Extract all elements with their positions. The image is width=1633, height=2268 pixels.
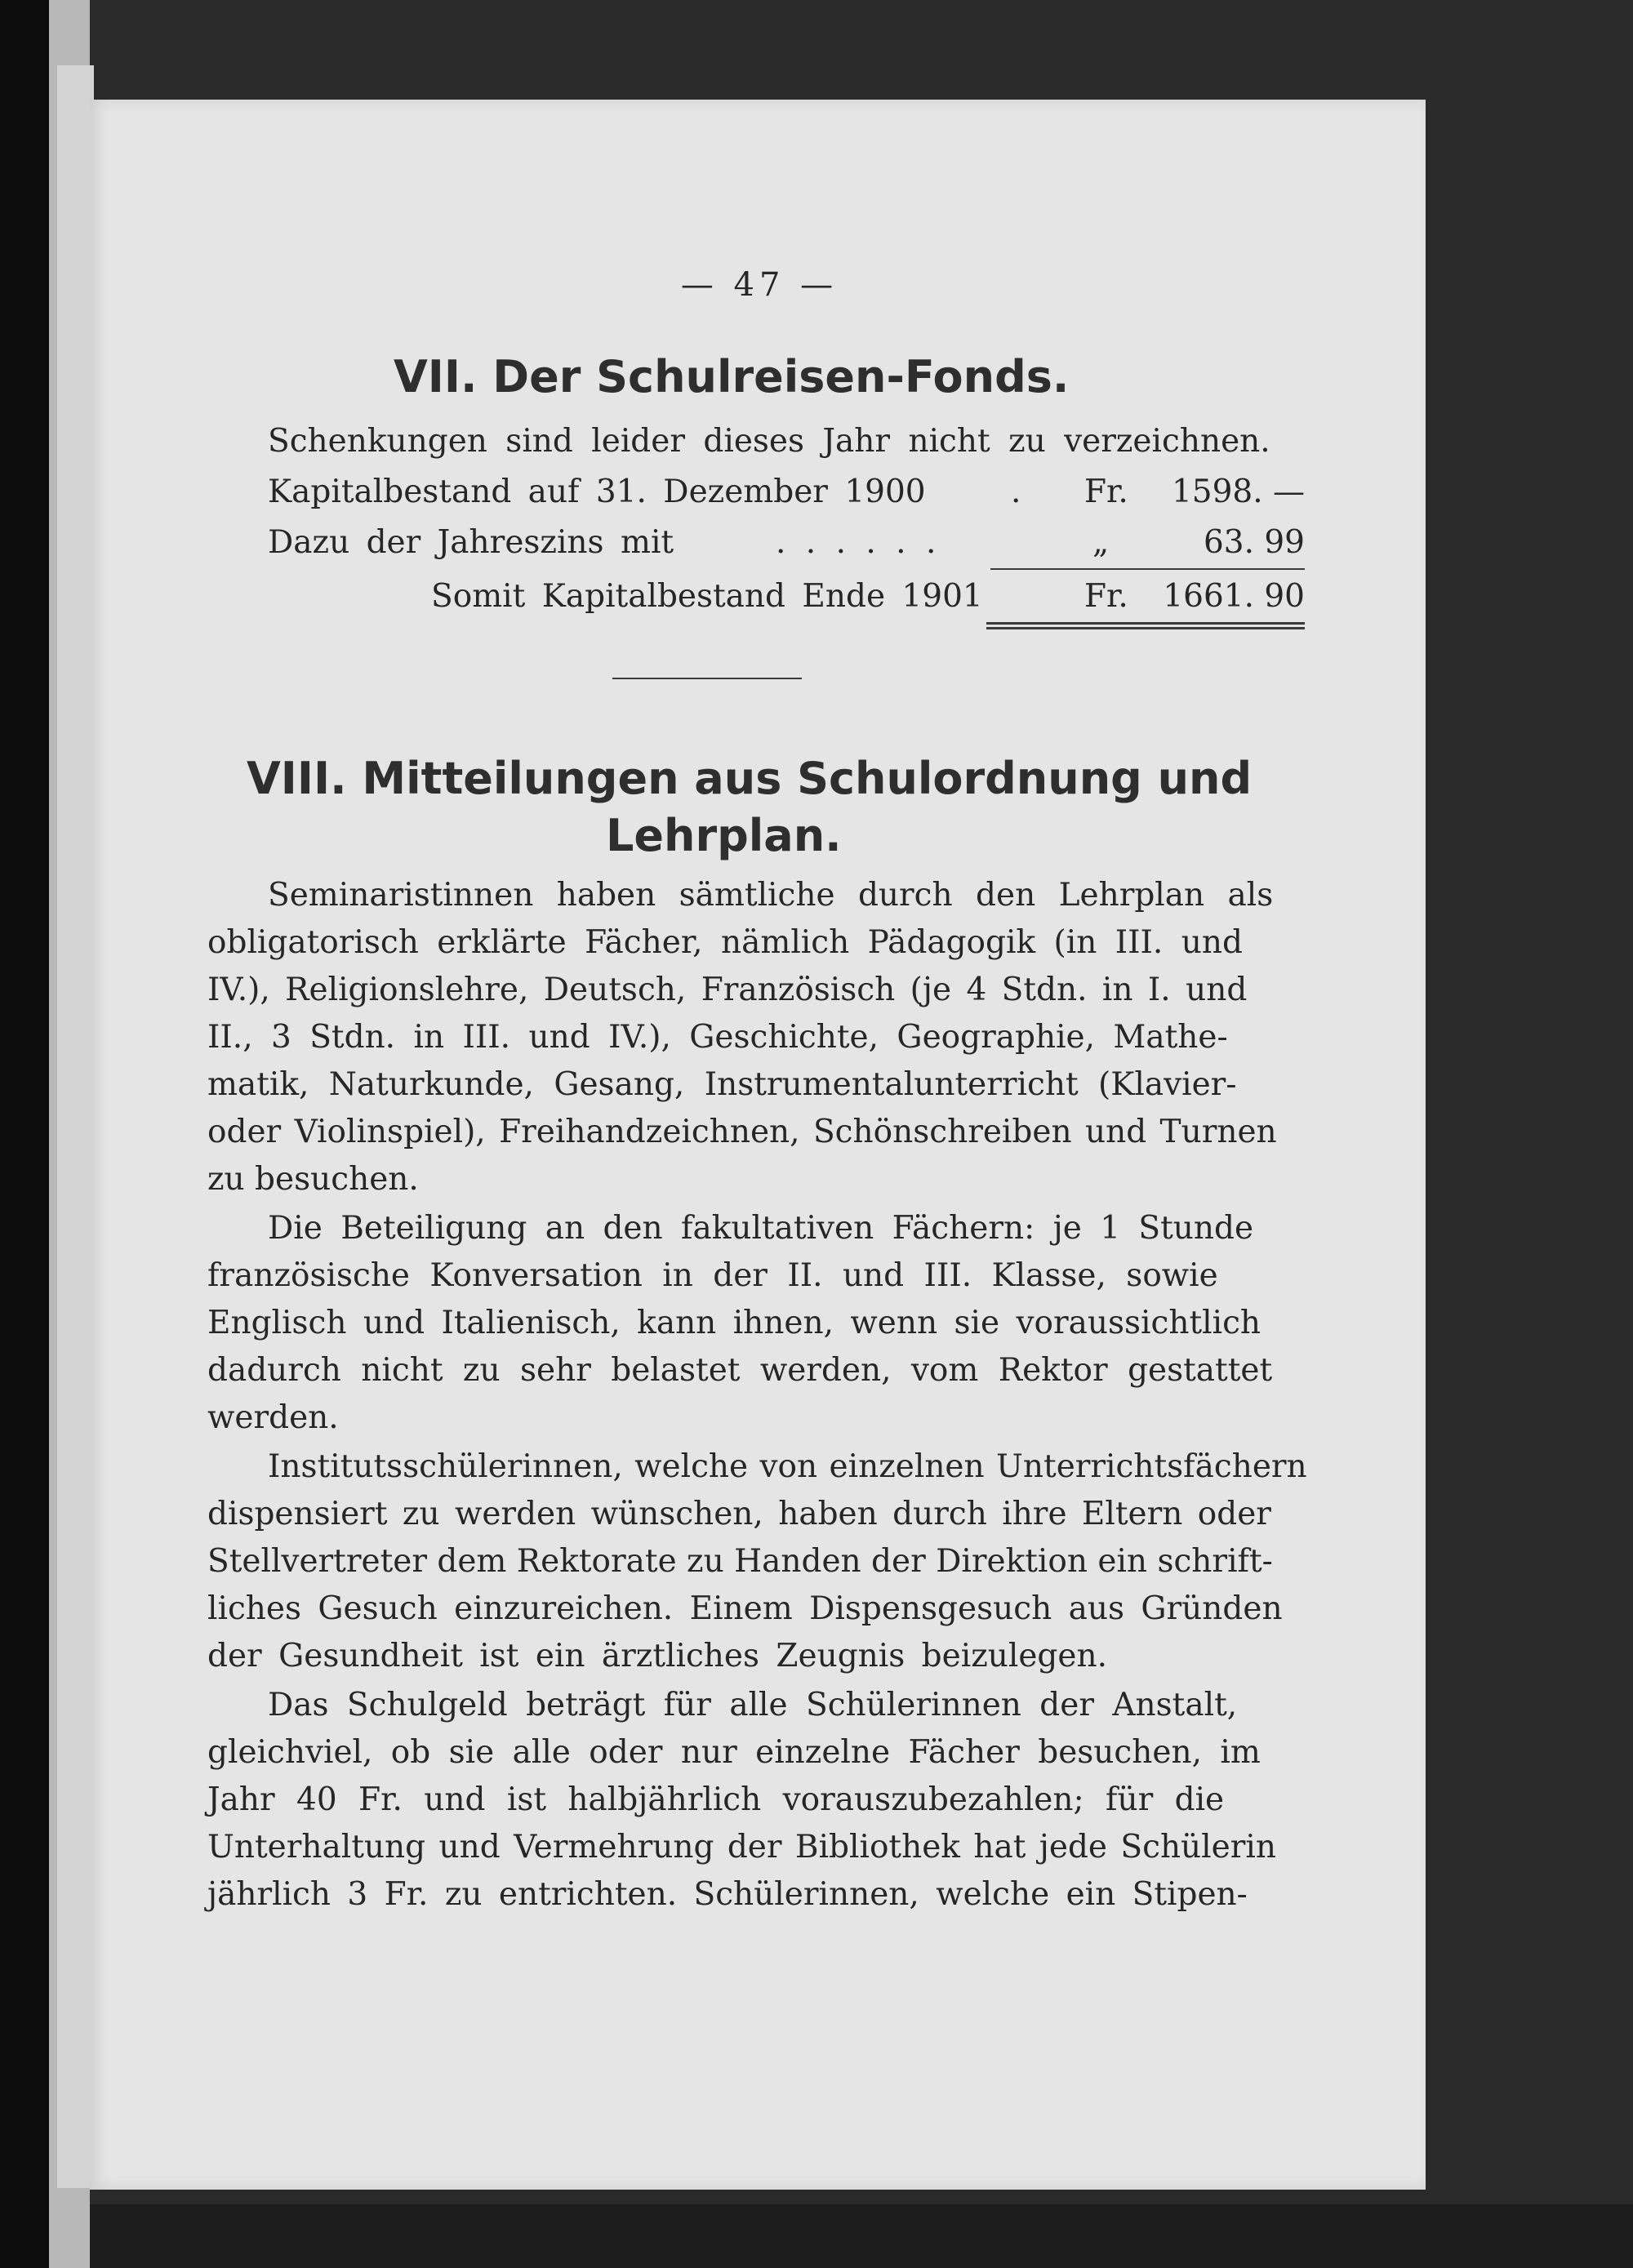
line-text: Seminaristinnen haben sämtliche durch den Lehrplan als xyxy=(268,877,1274,914)
ledger-currency: Fr. xyxy=(1084,474,1128,510)
text-line xyxy=(207,1254,1305,1298)
ledger-currency: Fr. xyxy=(1084,578,1128,615)
text-line xyxy=(207,921,1305,965)
ledger-leader: . . . . . . xyxy=(776,524,941,561)
text-line xyxy=(207,1492,1305,1536)
line-text: Schenkungen sind leider dieses Jahr nicht zu verzeichnen. xyxy=(268,423,1270,460)
text-line xyxy=(207,1158,419,1202)
line-text: Das Schulgeld beträgt für alle Schülerinnen der Anstalt, xyxy=(268,1687,1238,1723)
line-text: Die Beteiligung an den fakultativen Fächern: je 1 Stunde xyxy=(268,1210,1254,1247)
text-line xyxy=(207,1016,1305,1060)
text-line xyxy=(207,1540,1305,1584)
ledger-amount: 1661. 90 xyxy=(1163,578,1305,615)
ledger-label: Somit Kapitalbestand Ende 1901 xyxy=(431,578,983,615)
line-text: werden. xyxy=(207,1399,339,1436)
line-text: II., 3 Stdn. in III. und IV.), Geschichte, Geographie, Mathe- xyxy=(207,1019,1228,1056)
line-text: IV.), Religionslehre, Deutsch, Französisch (je 4 Stdn. in I. und xyxy=(207,972,1248,1008)
ledger-leader: . xyxy=(1011,474,1021,510)
line-text: obligatorisch erklärte Fächer, nämlich Pädagogik (in III. und xyxy=(207,924,1243,961)
text-line xyxy=(268,874,1305,918)
scan-dark-margin xyxy=(0,0,49,2268)
text-line xyxy=(207,1349,1305,1393)
text-line xyxy=(268,1683,1305,1728)
line-text: oder Violinspiel), Freihandzeichnen, Schönschreiben und Turnen xyxy=(207,1114,1277,1150)
text-line xyxy=(207,1587,1305,1631)
line-text: dispensiert zu werden wünschen, haben durch ihre Eltern oder xyxy=(207,1496,1271,1532)
line-text: Unterhaltung und Vermehrung der Bibliothek hat jede Schülerin xyxy=(207,1829,1276,1866)
ledger-amount: 1598. — xyxy=(1171,474,1305,510)
text-line xyxy=(207,1110,1305,1154)
text-line xyxy=(207,968,1305,1012)
section-7-title: VII. Der Schulreisen-Fonds. xyxy=(394,351,1070,402)
line-text: der Gesundheit ist ein ärztliches Zeugnis beizulegen. xyxy=(207,1638,1107,1674)
line-text: Englisch und Italienisch, kann ihnen, wenn sie voraussichtlich xyxy=(207,1305,1261,1341)
sum-rule-bottom-1 xyxy=(986,622,1305,625)
line-text: Institutsschülerinnen, welche von einzelnen Unterrichtsfächern xyxy=(268,1448,1307,1485)
page-number: — 47 — xyxy=(680,266,839,304)
line-text: jährlich 3 Fr. zu entrichten. Schülerinnen, welche ein Stipen- xyxy=(207,1876,1248,1913)
scan-bottom-margin xyxy=(90,2204,1633,2268)
line-text: Jahr 40 Fr. und ist halbjährlich vorauszubezahlen; für die xyxy=(207,1781,1225,1818)
scan-previous-page xyxy=(57,65,94,2188)
text-line xyxy=(207,1396,339,1440)
section-8-title-line-2: Lehrplan. xyxy=(606,810,842,861)
section-divider xyxy=(612,678,802,679)
text-line xyxy=(207,1063,1305,1107)
sum-rule-top xyxy=(990,568,1305,570)
line-text: gleichviel, ob sie alle oder nur einzelne Fächer besuchen, im xyxy=(207,1734,1261,1771)
document-page xyxy=(90,100,1426,2190)
line-text: französische Konversation in der II. und III. Klasse, sowie xyxy=(207,1257,1218,1294)
ledger-amount: 63. 99 xyxy=(1203,524,1305,561)
text-line xyxy=(268,1207,1305,1251)
ledger-label: Kapitalbestand auf 31. Dezember 1900 xyxy=(268,474,926,510)
text-line xyxy=(207,1301,1305,1345)
text-line xyxy=(207,1873,1305,1917)
text-line xyxy=(268,1445,1305,1489)
ledger-currency: „ xyxy=(1092,524,1110,561)
section-8-title-line-1: VIII. Mitteilungen aus Schulordnung und xyxy=(247,753,1253,804)
text-line xyxy=(207,1826,1305,1870)
line-text: zu besuchen. xyxy=(207,1161,419,1198)
sum-rule-bottom-2 xyxy=(986,627,1305,629)
line-text: Stellvertreter dem Rektorate zu Handen der Direktion ein schrift- xyxy=(207,1543,1273,1580)
section-7-intro-line xyxy=(268,420,1305,464)
text-line xyxy=(207,1731,1305,1775)
text-line xyxy=(207,1634,1107,1679)
line-text: liches Gesuch einzureichen. Einem Dispensgesuch aus Gründen xyxy=(207,1590,1283,1627)
line-text: matik, Naturkunde, Gesang, Instrumentalunterricht (Klavier- xyxy=(207,1066,1237,1103)
text-line xyxy=(207,1778,1305,1822)
line-text: dadurch nicht zu sehr belastet werden, vom Rektor gestattet xyxy=(207,1352,1273,1389)
ledger-label: Dazu der Jahreszins mit xyxy=(268,524,674,561)
